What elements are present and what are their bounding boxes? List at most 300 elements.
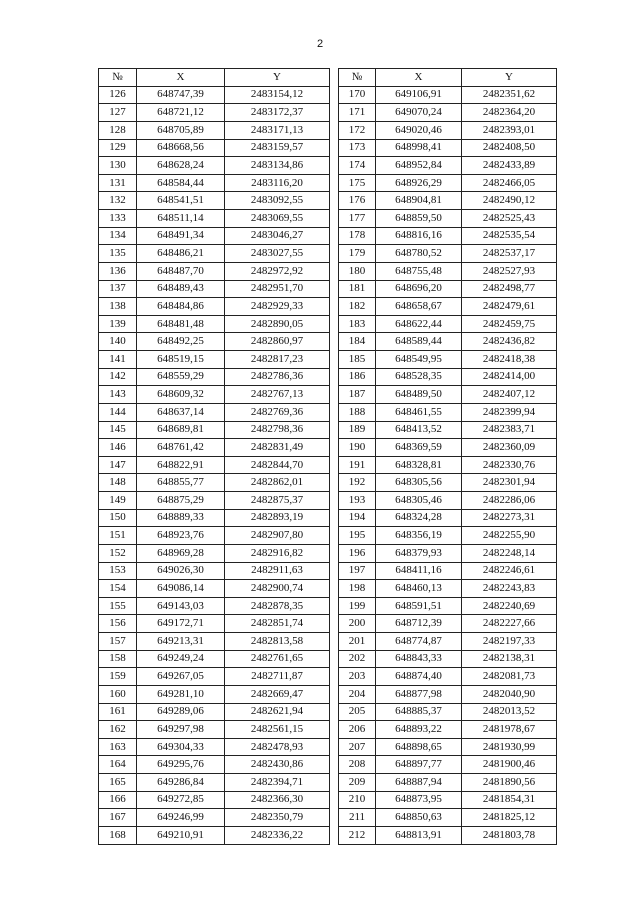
x-coordinate-right: 648926,29 xyxy=(376,174,462,192)
header-y-left: Y xyxy=(225,69,330,87)
y-coordinate-left: 2482786,36 xyxy=(225,368,330,386)
point-number-right: 195 xyxy=(339,527,376,545)
point-number-left: 146 xyxy=(99,439,137,457)
column-gap xyxy=(330,509,339,527)
page-number: 2 xyxy=(316,38,324,50)
column-gap xyxy=(330,615,339,633)
y-coordinate-left: 2482336,22 xyxy=(225,826,330,844)
header-number-right: № xyxy=(339,69,376,87)
table-header-row xyxy=(99,69,557,87)
point-number-right: 172 xyxy=(339,121,376,139)
x-coordinate-right: 648324,28 xyxy=(376,509,462,527)
point-number-left: 129 xyxy=(99,139,137,157)
point-number-right: 171 xyxy=(339,104,376,122)
y-coordinate-left: 2482929,33 xyxy=(225,298,330,316)
point-number-right: 175 xyxy=(339,174,376,192)
x-coordinate-right: 648712,39 xyxy=(376,615,462,633)
column-gap xyxy=(330,527,339,545)
x-coordinate-right: 648887,94 xyxy=(376,774,462,792)
point-number-right: 200 xyxy=(339,615,376,633)
column-gap xyxy=(330,685,339,703)
x-coordinate-right: 648696,20 xyxy=(376,280,462,298)
point-number-right: 182 xyxy=(339,298,376,316)
x-coordinate-right: 649070,24 xyxy=(376,104,462,122)
point-number-right: 199 xyxy=(339,597,376,615)
x-coordinate-right: 648874,40 xyxy=(376,668,462,686)
y-coordinate-right: 2482351,62 xyxy=(462,86,557,104)
column-gap xyxy=(330,210,339,228)
column-gap xyxy=(330,245,339,263)
table-row xyxy=(99,703,557,721)
table-row xyxy=(99,544,557,562)
y-coordinate-left: 2482875,37 xyxy=(225,492,330,510)
y-coordinate-right: 2482537,17 xyxy=(462,245,557,263)
column-gap xyxy=(330,826,339,844)
point-number-left: 145 xyxy=(99,421,137,439)
column-gap xyxy=(330,227,339,245)
x-coordinate-left: 649213,31 xyxy=(137,633,225,651)
column-gap xyxy=(330,738,339,756)
point-number-left: 168 xyxy=(99,826,137,844)
y-coordinate-left: 2482900,74 xyxy=(225,580,330,598)
x-coordinate-left: 649249,24 xyxy=(137,650,225,668)
column-gap xyxy=(330,456,339,474)
x-coordinate-left: 648484,86 xyxy=(137,298,225,316)
point-number-right: 194 xyxy=(339,509,376,527)
point-number-left: 132 xyxy=(99,192,137,210)
column-gap xyxy=(330,139,339,157)
x-coordinate-left: 648541,51 xyxy=(137,192,225,210)
x-coordinate-left: 649143,03 xyxy=(137,597,225,615)
x-coordinate-right: 648528,35 xyxy=(376,368,462,386)
y-coordinate-left: 2482916,82 xyxy=(225,544,330,562)
y-coordinate-right: 2482490,12 xyxy=(462,192,557,210)
y-coordinate-right: 2482459,75 xyxy=(462,315,557,333)
point-number-right: 204 xyxy=(339,685,376,703)
table-row xyxy=(99,615,557,633)
table-row xyxy=(99,721,557,739)
x-coordinate-right: 648893,22 xyxy=(376,721,462,739)
point-number-left: 151 xyxy=(99,527,137,545)
y-coordinate-right: 2482364,20 xyxy=(462,104,557,122)
column-gap xyxy=(330,580,339,598)
point-number-left: 133 xyxy=(99,210,137,228)
x-coordinate-right: 649106,91 xyxy=(376,86,462,104)
x-coordinate-left: 649289,06 xyxy=(137,703,225,721)
column-gap xyxy=(330,721,339,739)
y-coordinate-right: 2482407,12 xyxy=(462,386,557,404)
column-gap xyxy=(330,668,339,686)
point-number-right: 206 xyxy=(339,721,376,739)
x-coordinate-left: 649210,91 xyxy=(137,826,225,844)
point-number-right: 187 xyxy=(339,386,376,404)
point-number-right: 203 xyxy=(339,668,376,686)
point-number-right: 190 xyxy=(339,439,376,457)
y-coordinate-right: 2482479,61 xyxy=(462,298,557,316)
table-row xyxy=(99,210,557,228)
x-coordinate-left: 649281,10 xyxy=(137,685,225,703)
y-coordinate-left: 2482951,70 xyxy=(225,280,330,298)
x-coordinate-left: 648491,34 xyxy=(137,227,225,245)
x-coordinate-right: 648897,77 xyxy=(376,756,462,774)
point-number-left: 141 xyxy=(99,351,137,369)
y-coordinate-left: 2482851,74 xyxy=(225,615,330,633)
y-coordinate-left: 2482761,65 xyxy=(225,650,330,668)
x-coordinate-right: 648379,93 xyxy=(376,544,462,562)
point-number-left: 155 xyxy=(99,597,137,615)
column-gap xyxy=(330,174,339,192)
point-number-left: 152 xyxy=(99,544,137,562)
y-coordinate-right: 2482197,33 xyxy=(462,633,557,651)
y-coordinate-left: 2482798,36 xyxy=(225,421,330,439)
x-coordinate-right: 648305,56 xyxy=(376,474,462,492)
x-coordinate-left: 648481,48 xyxy=(137,315,225,333)
point-number-right: 188 xyxy=(339,403,376,421)
y-coordinate-right: 2482466,05 xyxy=(462,174,557,192)
y-coordinate-right: 2482286,06 xyxy=(462,492,557,510)
x-coordinate-right: 648622,44 xyxy=(376,315,462,333)
x-coordinate-left: 648584,44 xyxy=(137,174,225,192)
column-gap xyxy=(330,157,339,175)
x-coordinate-left: 648486,21 xyxy=(137,245,225,263)
table-row xyxy=(99,245,557,263)
x-coordinate-left: 649286,84 xyxy=(137,774,225,792)
point-number-left: 142 xyxy=(99,368,137,386)
y-coordinate-left: 2482893,19 xyxy=(225,509,330,527)
column-gap xyxy=(330,756,339,774)
table-row xyxy=(99,333,557,351)
table-row xyxy=(99,791,557,809)
table-row xyxy=(99,421,557,439)
x-coordinate-left: 649304,33 xyxy=(137,738,225,756)
y-coordinate-right: 2482013,52 xyxy=(462,703,557,721)
x-coordinate-left: 649272,85 xyxy=(137,791,225,809)
x-coordinate-left: 648721,12 xyxy=(137,104,225,122)
header-x-right: X xyxy=(376,69,462,87)
x-coordinate-right: 648813,91 xyxy=(376,826,462,844)
point-number-right: 211 xyxy=(339,809,376,827)
column-gap xyxy=(330,492,339,510)
column-gap xyxy=(330,104,339,122)
point-number-left: 134 xyxy=(99,227,137,245)
column-gap xyxy=(330,280,339,298)
x-coordinate-right: 648859,50 xyxy=(376,210,462,228)
point-number-left: 166 xyxy=(99,791,137,809)
point-number-right: 209 xyxy=(339,774,376,792)
x-coordinate-left: 649297,98 xyxy=(137,721,225,739)
x-coordinate-right: 648904,81 xyxy=(376,192,462,210)
y-coordinate-right: 2482535,54 xyxy=(462,227,557,245)
header-number-left: № xyxy=(99,69,137,87)
column-gap xyxy=(330,121,339,139)
x-coordinate-right: 649020,46 xyxy=(376,121,462,139)
x-coordinate-left: 649295,76 xyxy=(137,756,225,774)
y-coordinate-right: 2482383,71 xyxy=(462,421,557,439)
column-gap xyxy=(330,86,339,104)
column-gap xyxy=(330,421,339,439)
table-row xyxy=(99,456,557,474)
x-coordinate-left: 648969,28 xyxy=(137,544,225,562)
table-row xyxy=(99,386,557,404)
column-gap xyxy=(330,474,339,492)
x-coordinate-left: 648668,56 xyxy=(137,139,225,157)
x-coordinate-right: 648356,19 xyxy=(376,527,462,545)
x-coordinate-left: 648559,29 xyxy=(137,368,225,386)
table-row xyxy=(99,174,557,192)
y-coordinate-left: 2483069,55 xyxy=(225,210,330,228)
y-coordinate-left: 2482831,49 xyxy=(225,439,330,457)
table-body xyxy=(99,86,557,844)
point-number-left: 154 xyxy=(99,580,137,598)
y-coordinate-left: 2482878,35 xyxy=(225,597,330,615)
point-number-right: 193 xyxy=(339,492,376,510)
header-x-left: X xyxy=(137,69,225,87)
point-number-left: 127 xyxy=(99,104,137,122)
y-coordinate-left: 2482430,86 xyxy=(225,756,330,774)
point-number-left: 147 xyxy=(99,456,137,474)
x-coordinate-right: 648305,46 xyxy=(376,492,462,510)
y-coordinate-right: 2481825,12 xyxy=(462,809,557,827)
table-row xyxy=(99,315,557,333)
y-coordinate-left: 2482669,47 xyxy=(225,685,330,703)
point-number-right: 170 xyxy=(339,86,376,104)
table-row xyxy=(99,403,557,421)
y-coordinate-right: 2482248,14 xyxy=(462,544,557,562)
y-coordinate-right: 2481854,31 xyxy=(462,791,557,809)
x-coordinate-right: 648816,16 xyxy=(376,227,462,245)
table-row xyxy=(99,298,557,316)
point-number-right: 181 xyxy=(339,280,376,298)
y-coordinate-left: 2482813,58 xyxy=(225,633,330,651)
x-coordinate-right: 648755,48 xyxy=(376,262,462,280)
y-coordinate-right: 2482138,31 xyxy=(462,650,557,668)
x-coordinate-right: 648843,33 xyxy=(376,650,462,668)
y-coordinate-right: 2482330,76 xyxy=(462,456,557,474)
column-gap xyxy=(330,439,339,457)
table-row xyxy=(99,597,557,615)
point-number-right: 205 xyxy=(339,703,376,721)
column-gap xyxy=(330,386,339,404)
y-coordinate-left: 2482366,30 xyxy=(225,791,330,809)
y-coordinate-right: 2482433,89 xyxy=(462,157,557,175)
table-row xyxy=(99,368,557,386)
table-row xyxy=(99,668,557,686)
x-coordinate-left: 649172,71 xyxy=(137,615,225,633)
table-row xyxy=(99,633,557,651)
point-number-right: 191 xyxy=(339,456,376,474)
table-row xyxy=(99,492,557,510)
table-row xyxy=(99,826,557,844)
table-row xyxy=(99,562,557,580)
y-coordinate-left: 2482907,80 xyxy=(225,527,330,545)
y-coordinate-left: 2482890,05 xyxy=(225,315,330,333)
point-number-right: 189 xyxy=(339,421,376,439)
y-coordinate-left: 2482621,94 xyxy=(225,703,330,721)
column-gap xyxy=(330,192,339,210)
y-coordinate-right: 2482436,82 xyxy=(462,333,557,351)
y-coordinate-left: 2483134,86 xyxy=(225,157,330,175)
y-coordinate-right: 2482414,00 xyxy=(462,368,557,386)
table-row xyxy=(99,439,557,457)
point-number-right: 184 xyxy=(339,333,376,351)
x-coordinate-left: 648822,91 xyxy=(137,456,225,474)
point-number-left: 137 xyxy=(99,280,137,298)
y-coordinate-left: 2482394,71 xyxy=(225,774,330,792)
x-coordinate-left: 648492,25 xyxy=(137,333,225,351)
y-coordinate-right: 2482081,73 xyxy=(462,668,557,686)
point-number-right: 177 xyxy=(339,210,376,228)
y-coordinate-left: 2482844,70 xyxy=(225,456,330,474)
point-number-left: 148 xyxy=(99,474,137,492)
point-number-right: 202 xyxy=(339,650,376,668)
column-gap xyxy=(330,298,339,316)
x-coordinate-left: 648761,42 xyxy=(137,439,225,457)
y-coordinate-right: 2482393,01 xyxy=(462,121,557,139)
point-number-left: 150 xyxy=(99,509,137,527)
y-coordinate-right: 2482227,66 xyxy=(462,615,557,633)
y-coordinate-left: 2482711,87 xyxy=(225,668,330,686)
point-number-left: 139 xyxy=(99,315,137,333)
point-number-right: 178 xyxy=(339,227,376,245)
point-number-right: 185 xyxy=(339,351,376,369)
point-number-left: 162 xyxy=(99,721,137,739)
y-coordinate-right: 2481803,78 xyxy=(462,826,557,844)
point-number-left: 143 xyxy=(99,386,137,404)
point-number-left: 140 xyxy=(99,333,137,351)
point-number-left: 157 xyxy=(99,633,137,651)
header-y-right: Y xyxy=(462,69,557,87)
x-coordinate-right: 648774,87 xyxy=(376,633,462,651)
y-coordinate-left: 2483027,55 xyxy=(225,245,330,263)
y-coordinate-left: 2483116,20 xyxy=(225,174,330,192)
point-number-left: 138 xyxy=(99,298,137,316)
y-coordinate-right: 2482498,77 xyxy=(462,280,557,298)
x-coordinate-left: 649246,99 xyxy=(137,809,225,827)
column-gap xyxy=(330,333,339,351)
point-number-right: 192 xyxy=(339,474,376,492)
point-number-left: 144 xyxy=(99,403,137,421)
column-gap xyxy=(330,368,339,386)
point-number-left: 131 xyxy=(99,174,137,192)
point-number-right: 174 xyxy=(339,157,376,175)
point-number-left: 161 xyxy=(99,703,137,721)
y-coordinate-right: 2482273,31 xyxy=(462,509,557,527)
column-gap xyxy=(330,403,339,421)
x-coordinate-right: 648369,59 xyxy=(376,439,462,457)
table-row xyxy=(99,738,557,756)
x-coordinate-left: 648511,14 xyxy=(137,210,225,228)
table-row xyxy=(99,121,557,139)
point-number-right: 212 xyxy=(339,826,376,844)
point-number-right: 208 xyxy=(339,756,376,774)
point-number-right: 198 xyxy=(339,580,376,598)
table-row xyxy=(99,157,557,175)
y-coordinate-left: 2483154,12 xyxy=(225,86,330,104)
column-gap xyxy=(330,597,339,615)
point-number-left: 167 xyxy=(99,809,137,827)
table-row xyxy=(99,262,557,280)
x-coordinate-left: 648747,39 xyxy=(137,86,225,104)
y-coordinate-left: 2482478,93 xyxy=(225,738,330,756)
y-coordinate-right: 2481978,67 xyxy=(462,721,557,739)
y-coordinate-right: 2482399,94 xyxy=(462,403,557,421)
column-gap xyxy=(330,633,339,651)
point-number-left: 126 xyxy=(99,86,137,104)
point-number-left: 128 xyxy=(99,121,137,139)
x-coordinate-right: 648460,13 xyxy=(376,580,462,598)
column-gap xyxy=(330,809,339,827)
point-number-right: 210 xyxy=(339,791,376,809)
x-coordinate-left: 648889,33 xyxy=(137,509,225,527)
table-row xyxy=(99,227,557,245)
table-row xyxy=(99,509,557,527)
point-number-left: 156 xyxy=(99,615,137,633)
y-coordinate-right: 2482040,90 xyxy=(462,685,557,703)
column-gap xyxy=(330,69,339,87)
point-number-right: 180 xyxy=(339,262,376,280)
point-number-right: 207 xyxy=(339,738,376,756)
y-coordinate-left: 2483046,27 xyxy=(225,227,330,245)
y-coordinate-right: 2482301,94 xyxy=(462,474,557,492)
y-coordinate-left: 2482769,36 xyxy=(225,403,330,421)
x-coordinate-left: 648628,24 xyxy=(137,157,225,175)
column-gap xyxy=(330,774,339,792)
x-coordinate-left: 648609,32 xyxy=(137,386,225,404)
table-row xyxy=(99,809,557,827)
point-number-right: 201 xyxy=(339,633,376,651)
x-coordinate-right: 648998,41 xyxy=(376,139,462,157)
x-coordinate-right: 648873,95 xyxy=(376,791,462,809)
point-number-left: 160 xyxy=(99,685,137,703)
x-coordinate-right: 648850,63 xyxy=(376,809,462,827)
x-coordinate-right: 648411,16 xyxy=(376,562,462,580)
column-gap xyxy=(330,791,339,809)
point-number-right: 173 xyxy=(339,139,376,157)
x-coordinate-right: 648885,37 xyxy=(376,703,462,721)
table-row xyxy=(99,580,557,598)
table-row xyxy=(99,139,557,157)
point-number-right: 179 xyxy=(339,245,376,263)
column-gap xyxy=(330,315,339,333)
table-row xyxy=(99,474,557,492)
x-coordinate-right: 648898,65 xyxy=(376,738,462,756)
y-coordinate-right: 2481890,56 xyxy=(462,774,557,792)
y-coordinate-left: 2483159,57 xyxy=(225,139,330,157)
coordinates-table xyxy=(98,68,557,845)
table-row xyxy=(99,192,557,210)
y-coordinate-left: 2482911,63 xyxy=(225,562,330,580)
column-gap xyxy=(330,262,339,280)
column-gap xyxy=(330,544,339,562)
table-row xyxy=(99,650,557,668)
y-coordinate-left: 2483172,37 xyxy=(225,104,330,122)
column-gap xyxy=(330,351,339,369)
point-number-left: 158 xyxy=(99,650,137,668)
table-row xyxy=(99,351,557,369)
y-coordinate-left: 2482561,15 xyxy=(225,721,330,739)
column-gap xyxy=(330,703,339,721)
point-number-left: 159 xyxy=(99,668,137,686)
table-row xyxy=(99,527,557,545)
x-coordinate-left: 648705,89 xyxy=(137,121,225,139)
y-coordinate-left: 2482860,97 xyxy=(225,333,330,351)
y-coordinate-right: 2482240,69 xyxy=(462,597,557,615)
y-coordinate-right: 2482360,09 xyxy=(462,439,557,457)
table-row xyxy=(99,280,557,298)
column-gap xyxy=(330,650,339,668)
point-number-left: 165 xyxy=(99,774,137,792)
y-coordinate-left: 2482767,13 xyxy=(225,386,330,404)
